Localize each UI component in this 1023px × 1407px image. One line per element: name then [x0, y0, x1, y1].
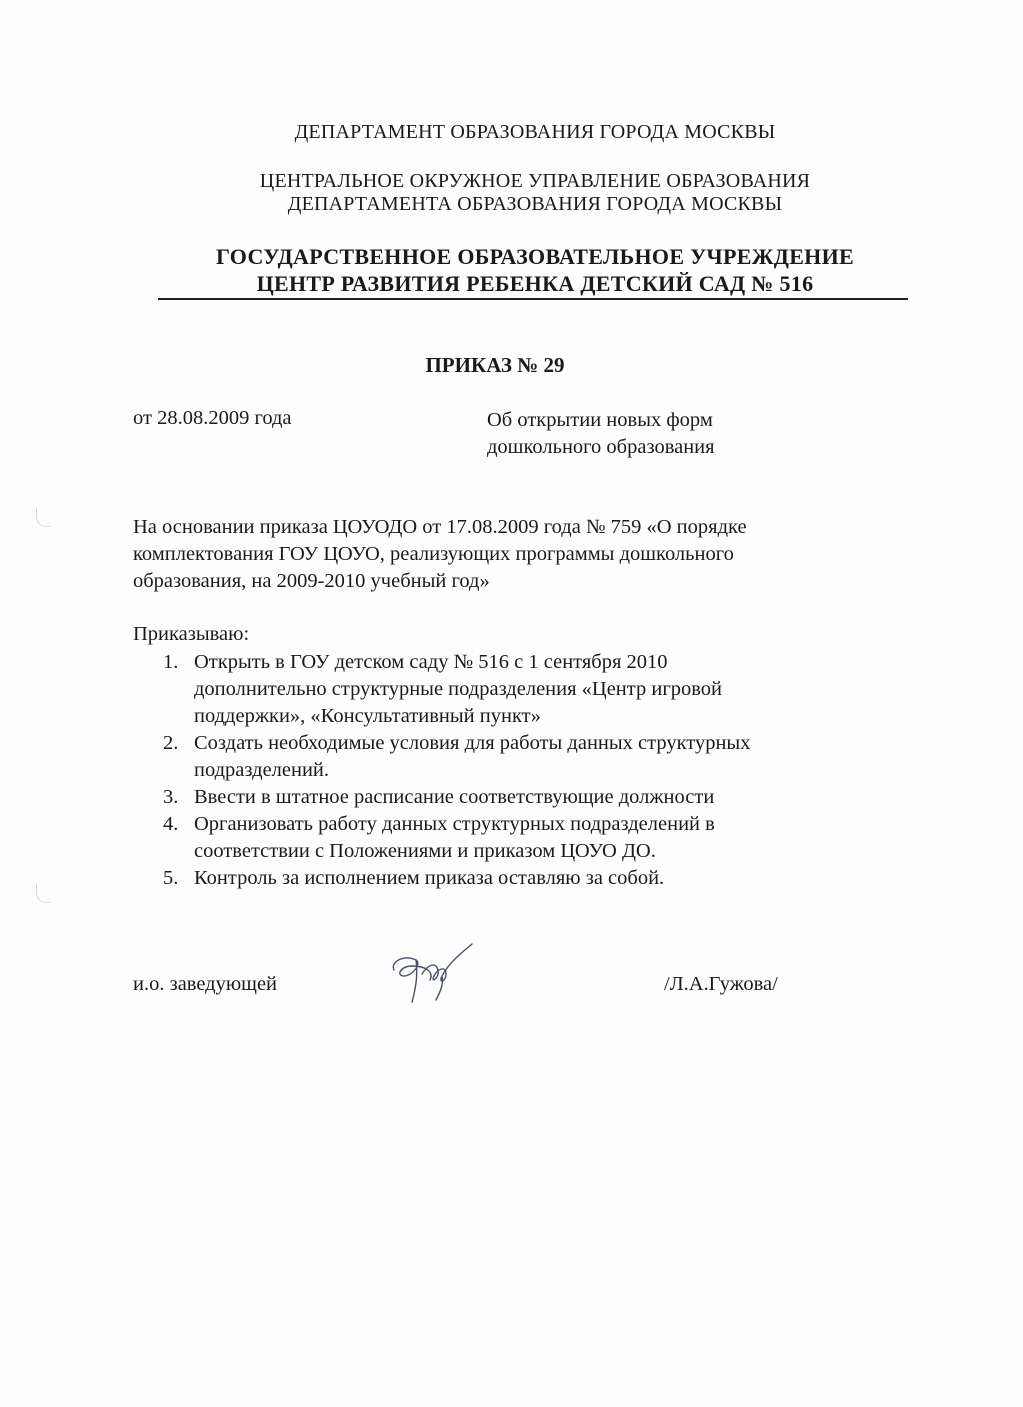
signer-position: и.о. заведующей — [133, 973, 278, 995]
handwritten-signature-icon — [382, 940, 482, 1010]
header-divider — [158, 298, 908, 300]
order-title: ПРИКАЗ № 29 — [425, 353, 565, 377]
item-number: 2. — [163, 732, 179, 754]
item-number: 3. — [163, 786, 179, 808]
basis-line-1: На основании приказа ЦОУОДО от 17.08.2009 года № 759 «О порядке — [133, 516, 747, 538]
item-text-line: Контроль за исполнением приказа оставляю за собой. — [194, 867, 665, 889]
item-number: 1. — [163, 651, 179, 673]
item-text-line: дополнительно структурные подразделения «Центр игровой — [194, 678, 723, 700]
basis-line-3: образования, на 2009-2010 учебный год» — [133, 570, 490, 592]
basis-line-2: комплектования ГОУ ЦОУО, реализующих программы дошкольного — [133, 543, 734, 565]
item-text-line: Создать необходимые условия для работы данных структурных — [194, 732, 751, 754]
order-subject-line-2: дошкольного образования — [487, 436, 715, 458]
order-date: от 28.08.2009 года — [133, 407, 292, 429]
item-text-line: Открыть в ГОУ детском саду № 516 с 1 сентября 2010 — [194, 651, 668, 673]
district-line-1: ЦЕНТРАЛЬНОЕ ОКРУЖНОЕ УПРАВЛЕНИЕ ОБРАЗОВАНИЯ — [259, 170, 811, 192]
item-number: 4. — [163, 813, 179, 835]
organization-line-1: ГОСУДАРСТВЕННОЕ ОБРАЗОВАТЕЛЬНОЕ УЧРЕЖДЕНИЕ — [216, 244, 854, 269]
decree-label: Приказываю: — [133, 623, 250, 645]
item-text-line: подразделений. — [194, 759, 330, 781]
order-subject-line-1: Об открытии новых форм — [487, 409, 713, 431]
organization-line-2: ЦЕНТР РАЗВИТИЯ РЕБЕНКА ДЕТСКИЙ САД № 516 — [256, 271, 814, 296]
item-text-line: соответствии с Положениями и приказом ЦОУО ДО. — [194, 840, 656, 862]
item-text-line: Организовать работу данных структурных подразделений в — [194, 813, 715, 835]
item-number: 5. — [163, 867, 179, 889]
scan-artifact — [36, 884, 51, 903]
signer-name: /Л.А.Гужова/ — [664, 973, 778, 995]
scan-artifact — [36, 508, 51, 527]
item-text-line: Ввести в штатное расписание соответствующие должности — [194, 786, 715, 808]
department-line: ДЕПАРТАМЕНТ ОБРАЗОВАНИЯ ГОРОДА МОСКВЫ — [294, 121, 776, 143]
item-text-line: поддержки», «Консультативный пункт» — [194, 705, 541, 727]
district-line-2: ДЕПАРТАМЕНТА ОБРАЗОВАНИЯ ГОРОДА МОСКВЫ — [287, 193, 783, 215]
